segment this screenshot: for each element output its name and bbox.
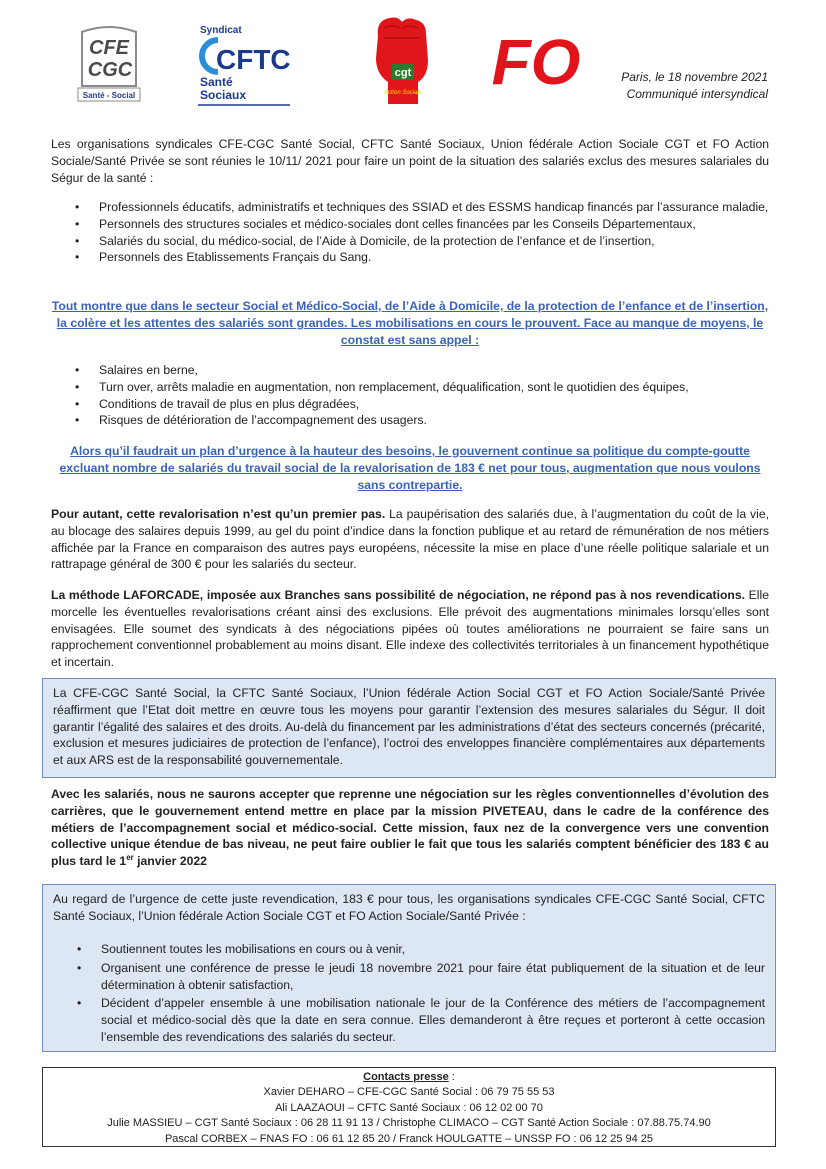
paragraph-text-end: janvier 2022: [133, 854, 207, 869]
intro-paragraph: Les organisations syndicales CFE-CGC Santé Social, CFTC Santé Sociaux, Union fédérale Action Sociale CGT et FO Action Sociale/Santé Privée se sont réunies le 10/11/ 2021 pour faire un point de la situation des salariés exclus des mesures salariales du Ségur de la santé :: [51, 137, 769, 185]
highlight-statement-2: Alors qu’il faudrait un plan d’urgence à la hauteur des besoins, le gouvernent continue sa politique du compte-goutte excluant nombre de salariés du travail social de la revalorisation de 183 € net pour tous, augmentation que nous voulons sans contrepartie.: [59, 444, 761, 492]
highlight-statement-1: Tout montre que dans le secteur Social et Médico-Social, de l’Aide à Domicile, de la protection de l’enfance et de l’insertion, la colère et les attentes des salariés sont grandes. Les mobilisations en cours le prouvent. Face au manque de moyens, le constat est sans appel :: [51, 299, 769, 347]
list-item: • Risques de détérioration de l’accompagnement des usagers.: [51, 412, 769, 429]
list-item: • Personnels des Etablissements Français du Sang.: [51, 249, 769, 266]
paragraph-laforcade: [51, 587, 769, 671]
excluded-workers-list: [51, 199, 769, 266]
list-item: • Salaires en berne,: [51, 362, 769, 379]
cfe-logo-text-2: CGC: [87, 59, 133, 81]
list-item: • Soutiennent toutes les mobilisations en cours ou à venir,: [53, 941, 765, 958]
cfe-cgc-logo: [76, 24, 142, 104]
issues-list: [51, 362, 769, 429]
paragraph-lead: La méthode LAFORCADE, imposée aux Branches sans possibilité de négociation, ne répond pas à nos revendications.: [51, 588, 746, 602]
paragraph-revalorisation: [51, 506, 769, 573]
contacts-title-suffix: :: [448, 1071, 455, 1083]
demands-box: [42, 884, 776, 1052]
list-item: • Turn over, arrêts maladie en augmentation, non remplacement, déqualification, sont le quotidien des équipes,: [51, 379, 769, 396]
date-block: [621, 69, 768, 103]
paragraph-text: Avec les salariés, nous ne saurons accepter que reprenne une négociation sur les règles conventionnelles d’évolution des carrières, que le gouvernement entend mettre en place par la mission PIVETEAU, dans le cadre de la conférence des métiers de l’accompagnement social et médico-social. Cette mission, faux nez de la convergence vers une convention collective unique étendue de bas niveau, ne peut faire oublier le fait que tous les salariés comptent bénéficier des 183 € au plus tard le 1: [51, 787, 769, 869]
reaffirmation-text: La CFE-CGC Santé Social, la CFTC Santé Sociaux, l’Union fédérale Action Social CGT et FO Action Sociale/Santé Privée réaffirment que l’Etat doit mettre en œuvre tous les moyens pour garantir l’extension des mesures salariales du Ségur. Il doit garantir l’égalité des salaires et des droits. Au-delà du financement par les administrations d’état des secteurs concernés (précarité, exclusion et mesures judiciaires de protection de l’enfance), l’octroi des enveloppes financière complémentaires aux départements et aux ARS est de la responsabilité gouvernementale.: [53, 686, 765, 768]
list-item: • Organisent une conférence de presse le jeudi 18 novembre 2021 pour faire état publiquement de la situation et de leur détermination à obtenir satisfaction,: [53, 960, 765, 994]
cgt-logo-text: cgt: [394, 67, 412, 79]
cfe-logo-text-1: CFE: [89, 37, 129, 59]
reaffirmation-box: [42, 678, 776, 778]
press-contacts: [42, 1067, 776, 1147]
cftc-logo-sub2: Sociaux: [200, 88, 247, 102]
list-item: • Professionnels éducatifs, administratifs et techniques des SSIAD et des ESSMS handicap financés par l’assurance maladie,: [51, 199, 769, 216]
demands-list: [53, 941, 765, 1046]
paragraph-text: La paupérisation des salariés due, à l’augmentation du coût de la vie, au blocage des salaires depuis 1999, au gel du point d’indice dans la fonction publique et au retard de rémunération de nos métiers affichée par la France en comparaison des autres pays européens, nécessite la mise en place d’une réelle politique salariale et un rattrapage général de 300 € pour les salariés du secteur.: [51, 507, 770, 572]
list-item: • Conditions de travail de plus en plus dégradées,: [51, 396, 769, 413]
paragraph-lead: Pour autant, cette revalorisation n’est qu’un premier pas.: [51, 507, 386, 521]
paragraph-text: Elle morcelle les éventuelles revalorisations créant ainsi des exclusions. Elle prévoit des augmentations minimales lorsqu’elles sont envisagées. Elle soumet des syndicats à des négociations pipées où toutes améliorations ne pourraient se faire sans un rapprochement conventionnel probablement au moins disant. Elle indexe des collectivités territoriales à un financement hypothétique et incertain.: [51, 588, 770, 670]
contact-line: Pascal CORBEX – FNAS FO : 06 61 12 85 20 / Franck HOULGATTE – UNSSP FO : 06 12 25 94 25: [164, 1132, 654, 1145]
fo-logo: [491, 24, 581, 98]
cftc-logo-top: Syndicat: [200, 25, 242, 36]
cgt-fist-logo: [370, 14, 434, 106]
list-item: • Personnels des structures sociales et médico-sociales dont celles financées par les Conseils Départementaux,: [51, 216, 769, 233]
document-type: Communiqué intersyndical: [626, 87, 768, 101]
demands-intro: Au regard de l’urgence de cette juste revendication, 183 € pour tous, les organisations syndicales CFE-CGC Santé Social, CFTC Santé Sociaux, l’Union fédérale Action Sociale CGT et FO Action Sociale/Santé Privée :: [53, 892, 765, 923]
list-item: • Décident d’appeler ensemble à une mobilisation nationale le jour de la Conférence des métiers de l’accompagnement social et médico-social dès que la date en sera connue. Elles demanderont à être reçues et porteront à cette occasion l’ensemble des revendications des salariés du secteur.: [53, 995, 765, 1045]
cftc-logo: [196, 22, 292, 108]
cftc-logo-sub1: Santé: [200, 75, 233, 89]
superscript: er: [126, 853, 134, 863]
document-date: Paris, le 18 novembre 2021: [621, 70, 768, 84]
contact-line: Julie MASSIEU – CGT Santé Sociaux : 06 28 11 91 13 / Christophe CLIMACO – CGT Santé Action Sociale : 07.88.75.74.90: [107, 1117, 711, 1130]
cgt-logo-subtext: Action Sociale: [383, 90, 423, 96]
contact-line: Ali LAAZAOUI – CFTC Santé Sociaux : 06 12 02 00 70: [275, 1101, 543, 1114]
cfe-logo-band: Santé - Social: [82, 91, 136, 100]
contacts-title: Contacts presse: [363, 1071, 449, 1083]
fo-logo-text: FO: [491, 26, 581, 98]
contact-line: Xavier DEHARO – CFE-CGC Santé Social : 06 79 75 55 53: [263, 1086, 555, 1099]
cftc-logo-main: CFTC: [216, 44, 291, 75]
paragraph-piveteau: [51, 786, 769, 870]
list-item: • Salariés du social, du médico-social, de l’Aide à Domicile, de la protection de l’enfance et de l’insertion,: [51, 233, 769, 250]
